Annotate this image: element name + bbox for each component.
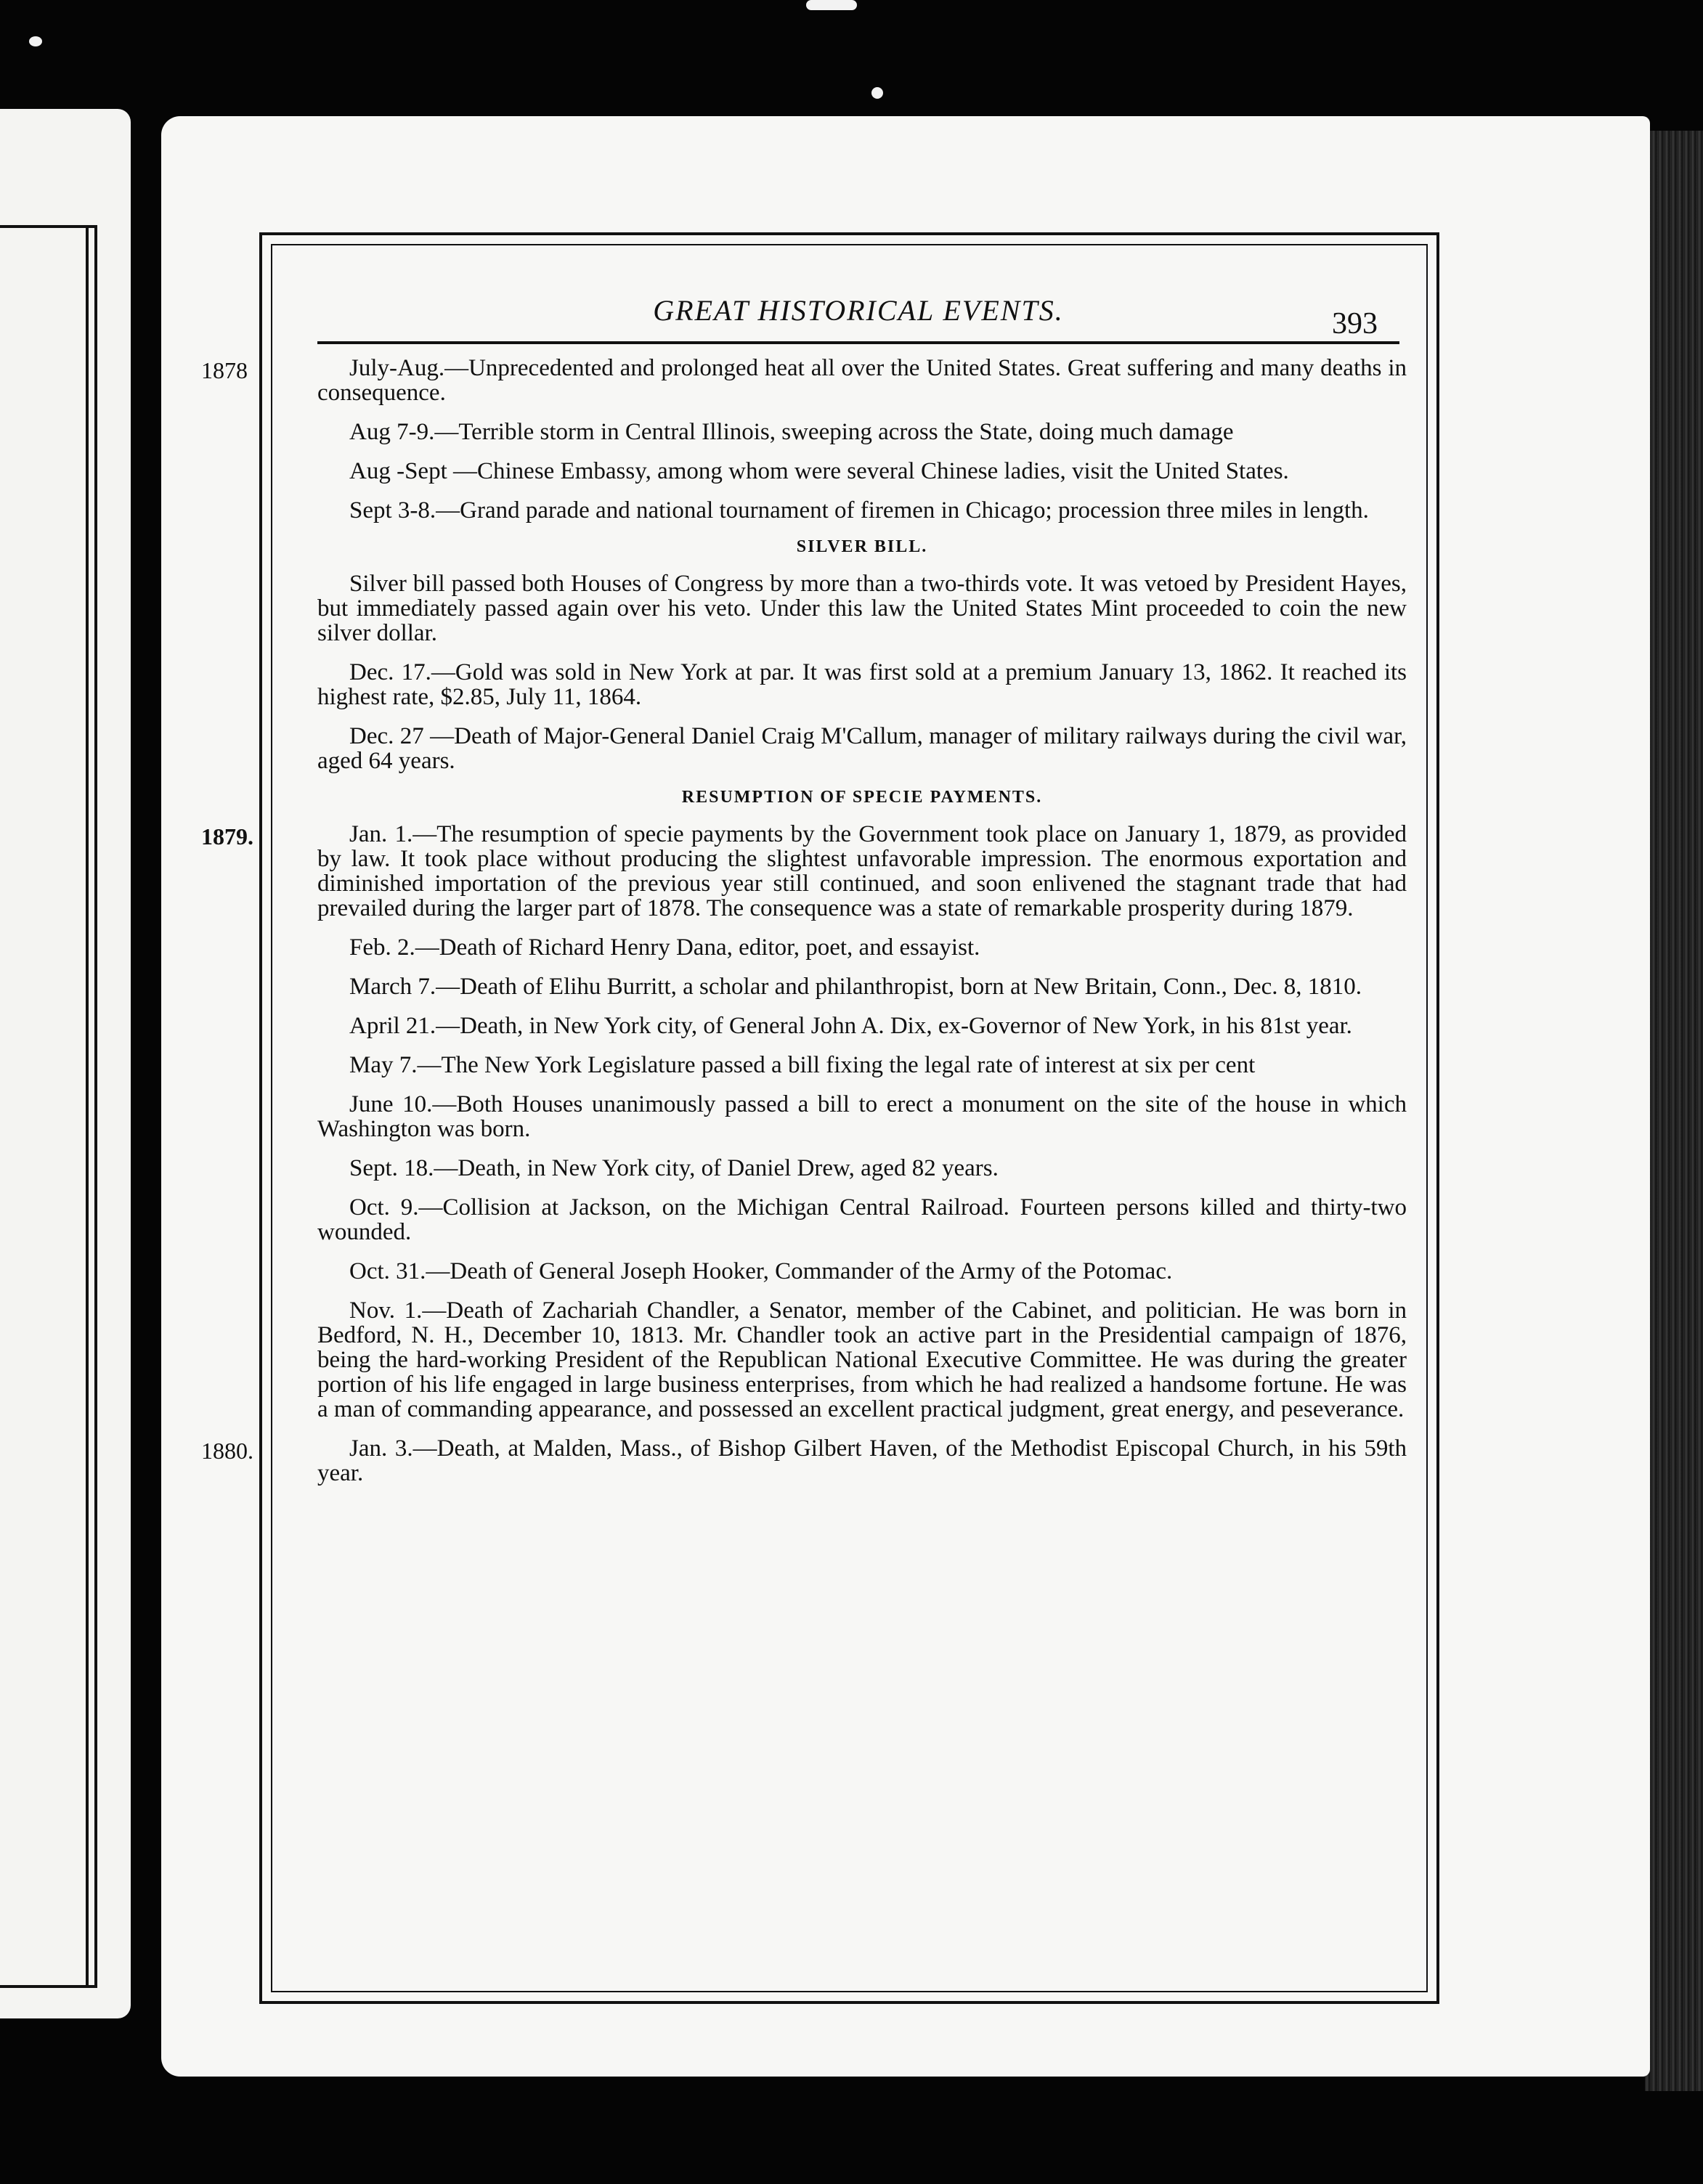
- entry-text: May 7.—The New York Legislature passed a bill fixing the legal rate of interest at six per cent: [349, 1052, 1256, 1078]
- entry-text: Dec. 17.—Gold was sold in New York at par. It was first sold at a premium January 13, 1862. It reached its highest rate, $2.85, July 11, 1864.: [317, 659, 1407, 710]
- chronology-entry: [194, 498, 1421, 523]
- book-fore-edge: [1645, 131, 1703, 2091]
- entry-text: Jan. 3.—Death, at Malden, Mass., of Bishop Gilbert Haven, of the Methodist Episcopal Church, in his 59th year.: [317, 1435, 1407, 1486]
- chronology-entry: [194, 1195, 1421, 1244]
- entry-text: Aug -Sept —Chinese Embassy, among whom were several Chinese ladies, visit the United States.: [349, 458, 1289, 484]
- book-page: [161, 116, 1650, 2077]
- chronology-entry: [194, 935, 1421, 960]
- entry-year: [194, 724, 317, 773]
- chronology-entry: [194, 1298, 1421, 1422]
- chronology-entry: [194, 1092, 1421, 1141]
- entry-text: March 7.—Death of Elihu Burritt, a scholar and philanthropist, born at New Britain, Conn., Dec. 8, 1810.: [349, 974, 1362, 1000]
- chronology-entry: [194, 1259, 1421, 1284]
- chronology-entry: [194, 822, 1421, 921]
- page-header: [317, 285, 1399, 344]
- chronology-entry: [194, 459, 1421, 484]
- chronology-entry: [194, 420, 1421, 444]
- scan-speck: [806, 0, 857, 10]
- entry-year: [194, 1156, 317, 1181]
- entry-year: [194, 974, 317, 999]
- entry-year: [194, 1298, 317, 1422]
- entry-year: [194, 660, 317, 709]
- entry-text: April 21.—Death, in New York city, of General John A. Dix, ex-Governor of New York, in his 81st year.: [349, 1013, 1352, 1039]
- entry-text: Oct. 9.—Collision at Jackson, on the Michigan Central Railroad. Fourteen persons killed and thirty-two wounded.: [317, 1194, 1407, 1245]
- entry-year: 1880.: [201, 1438, 253, 1464]
- left-page-edge: [0, 109, 131, 2018]
- section-heading: SILVER BILL.: [796, 537, 928, 556]
- chronology-entry: [194, 1053, 1421, 1077]
- chronology-entry: [194, 724, 1421, 773]
- chronology-entry: [194, 660, 1421, 709]
- chronology-entry: [194, 1156, 1421, 1181]
- entry-year: [194, 459, 317, 484]
- section-heading: RESUMPTION OF SPECIE PAYMENTS.: [681, 788, 1043, 807]
- scan-speck: [871, 87, 883, 99]
- chronology-entry: [194, 1436, 1421, 1486]
- running-title: GREAT HISTORICAL EVENTS.: [653, 294, 1064, 327]
- entry-year: [194, 420, 317, 444]
- entry-text: June 10.—Both Houses unanimously passed a bill to erect a monument on the site of the house in which Washington was born.: [317, 1091, 1407, 1142]
- entry-text: Nov. 1.—Death of Zachariah Chandler, a Senator, member of the Cabinet, and politician. He was born in Bedford, N. H., December 10, 1813. Mr. Chandler took an active part in the Presidential campaign of 1876, being the hard-working President of the Republican National Executive Committee. He was during the greater portion of his life engaged in large business enterprises, from which he had realized a handsome fortune. He was a man of commanding appearance, and possessed an excellent practical judgment, great energy, and peseverance.: [317, 1297, 1407, 1422]
- entry-year: [194, 1195, 317, 1244]
- entry-year: [194, 935, 317, 960]
- entry-year: [194, 1014, 317, 1038]
- entry-text: Sept 3-8.—Grand parade and national tournament of firemen in Chicago; procession three miles in length.: [349, 497, 1369, 523]
- chronology-entry: [194, 571, 1421, 645]
- chronology-entries: [194, 356, 1421, 1486]
- chronology-entry: [194, 356, 1421, 405]
- entry-year: [194, 1259, 317, 1284]
- entry-year: 1879.: [201, 823, 253, 849]
- entry-text: Jan. 1.—The resumption of specie payments by the Government took place on January 1, 1879, as provided by law. It took place without producing the slightest unfavorable impression. The enormous exportation and diminished importation of the previous year still continued, and soon enlivened the stagnant trade that had prevailed during the larger part of 1878. The consequence was a state of remarkable prosperity during 1879.: [317, 821, 1407, 921]
- entry-text: July-Aug.—Unprecedented and prolonged heat all over the United States. Great suffering and many deaths in consequence.: [317, 355, 1407, 406]
- entry-text: Silver bill passed both Houses of Congress by more than a two-thirds vote. It was vetoed by President Hayes, but immediately passed again over his veto. Under this law the United States Mint proceeded to coin the new silver dollar.: [317, 571, 1407, 646]
- entry-year: [194, 498, 317, 523]
- chronology-entry: [194, 1014, 1421, 1038]
- scan-speck: [29, 36, 42, 46]
- left-page-border: [0, 225, 97, 1988]
- entry-text: Sept. 18.—Death, in New York city, of Daniel Drew, aged 82 years.: [349, 1155, 999, 1181]
- page-content: [201, 285, 1407, 1500]
- entry-year: [194, 1092, 317, 1141]
- chronology-entry: [194, 974, 1421, 999]
- entry-text: Aug 7-9.—Terrible storm in Central Illinois, sweeping across the State, doing much damage: [349, 419, 1234, 445]
- entry-year: [194, 1053, 317, 1077]
- entry-year: [194, 571, 317, 645]
- page-number: 393: [1332, 307, 1378, 341]
- entry-year: 1878: [201, 357, 248, 383]
- entry-text: Oct. 31.—Death of General Joseph Hooker, Commander of the Army of the Potomac.: [349, 1258, 1173, 1284]
- entry-text: Dec. 27 —Death of Major-General Daniel Craig M'Callum, manager of military railways during the civil war, aged 64 years.: [317, 723, 1407, 774]
- entry-text: Feb. 2.—Death of Richard Henry Dana, editor, poet, and essayist.: [349, 934, 980, 961]
